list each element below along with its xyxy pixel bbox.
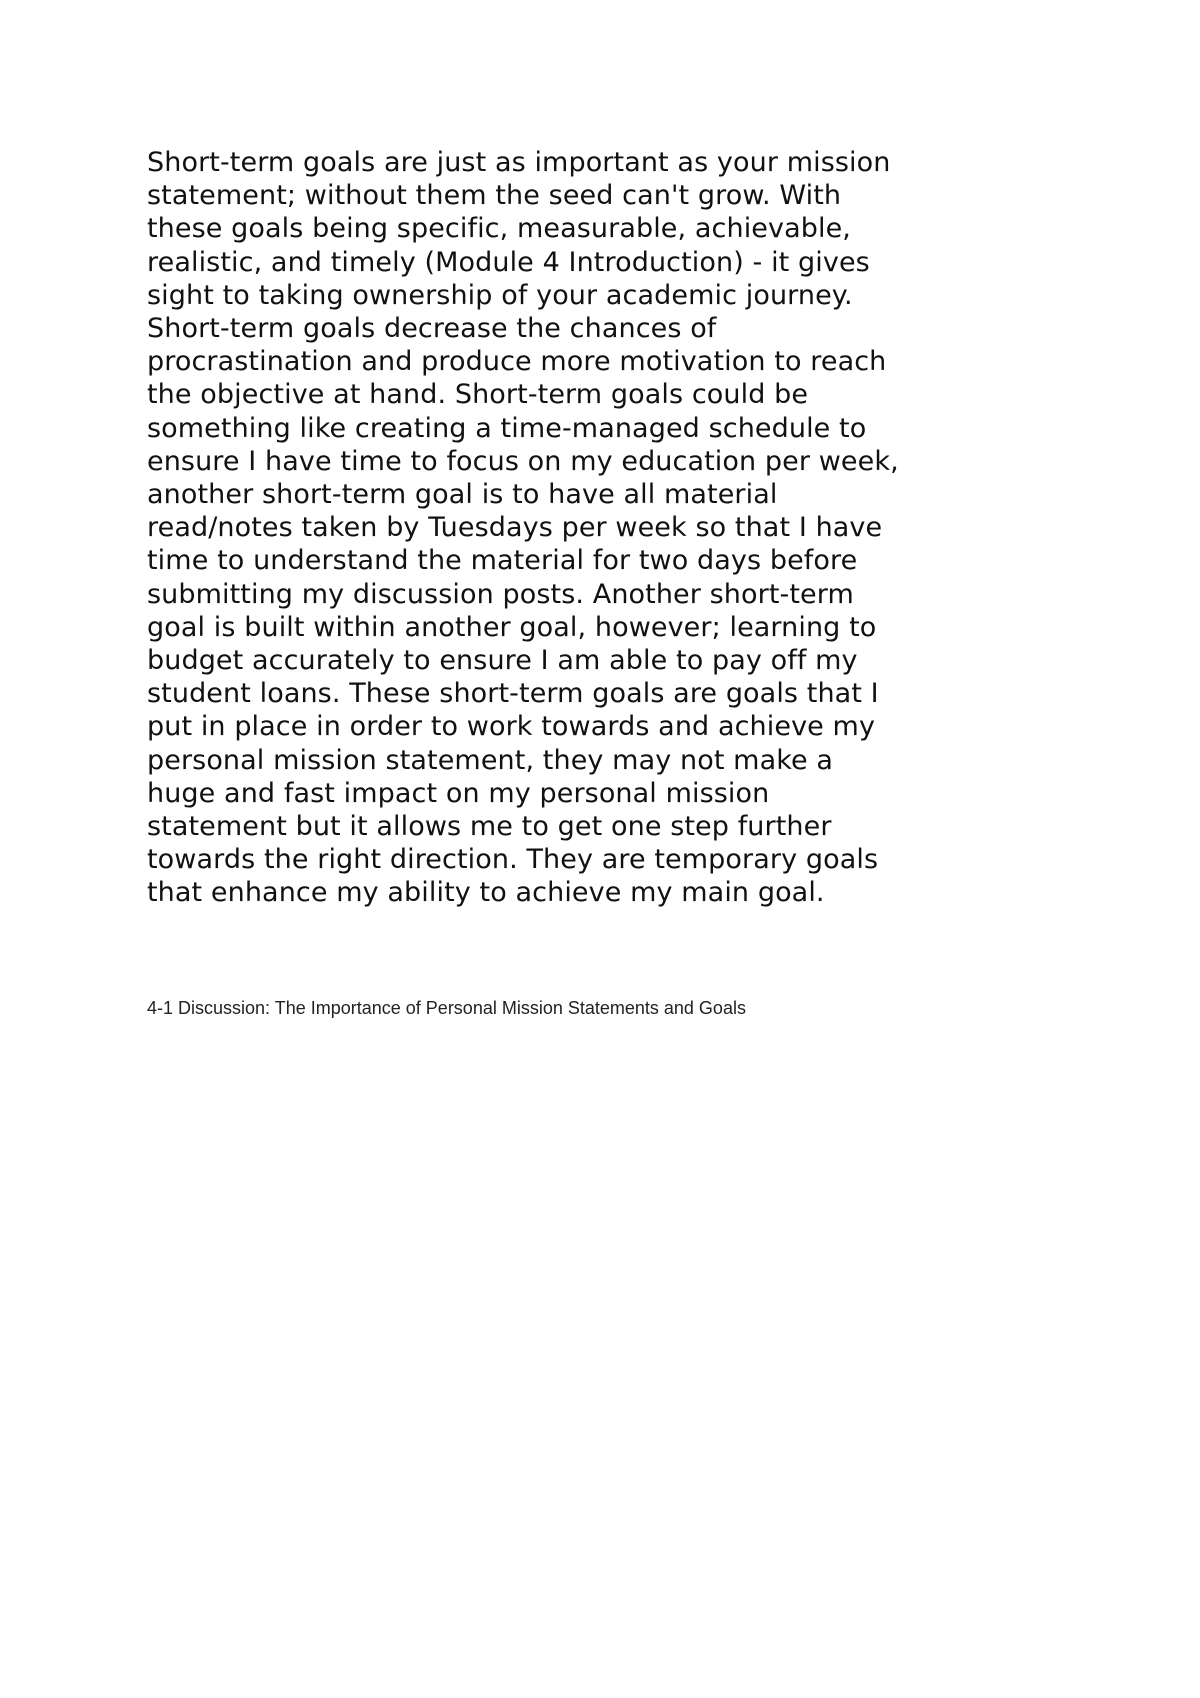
body-line: something like creating a time-managed schedule to	[147, 412, 867, 444]
body-line: goal is built within another goal, however; learning to	[147, 611, 877, 643]
body-line: statement; without them the seed can't grow. With	[147, 180, 842, 212]
body-line: statement but it allows me to get one step further	[147, 811, 832, 843]
body-line: ensure I have time to focus on my education per week,	[147, 445, 899, 477]
body-line: put in place in order to work towards and achieve my	[147, 711, 876, 743]
body-paragraph	[147, 146, 947, 910]
body-line: that enhance my ability to achieve my main goal.	[147, 877, 825, 909]
discussion-title: 4-1 Discussion: The Importance of Personal Mission Statements and Goals	[147, 998, 746, 1018]
body-line: budget accurately to ensure I am able to pay off my	[147, 645, 858, 677]
body-line: another short-term goal is to have all material	[147, 479, 778, 511]
body-line: student loans. These short-term goals are goals that I	[147, 678, 879, 710]
body-line: Short-term goals decrease the chances of	[147, 313, 717, 345]
body-line: the objective at hand. Short-term goals could be	[147, 379, 809, 411]
body-line: towards the right direction. They are temporary goals	[147, 844, 879, 876]
body-line: these goals being specific, measurable, achievable,	[147, 213, 851, 245]
body-line: Short-term goals are just as important as your mission	[147, 147, 891, 178]
body-line: read/notes taken by Tuesdays per week so that I have	[147, 512, 883, 544]
body-line: procrastination and produce more motivation to reach	[147, 346, 887, 378]
body-line: time to understand the material for two days before	[147, 545, 858, 577]
body-line: sight to taking ownership of your academic journey.	[147, 279, 853, 311]
body-line: personal mission statement, they may not make a	[147, 744, 834, 776]
body-line: realistic, and timely (Module 4 Introduction) - it gives	[147, 246, 870, 278]
body-line: huge and fast impact on my personal mission	[147, 777, 770, 809]
body-line: submitting my discussion posts. Another short-term	[147, 578, 854, 610]
